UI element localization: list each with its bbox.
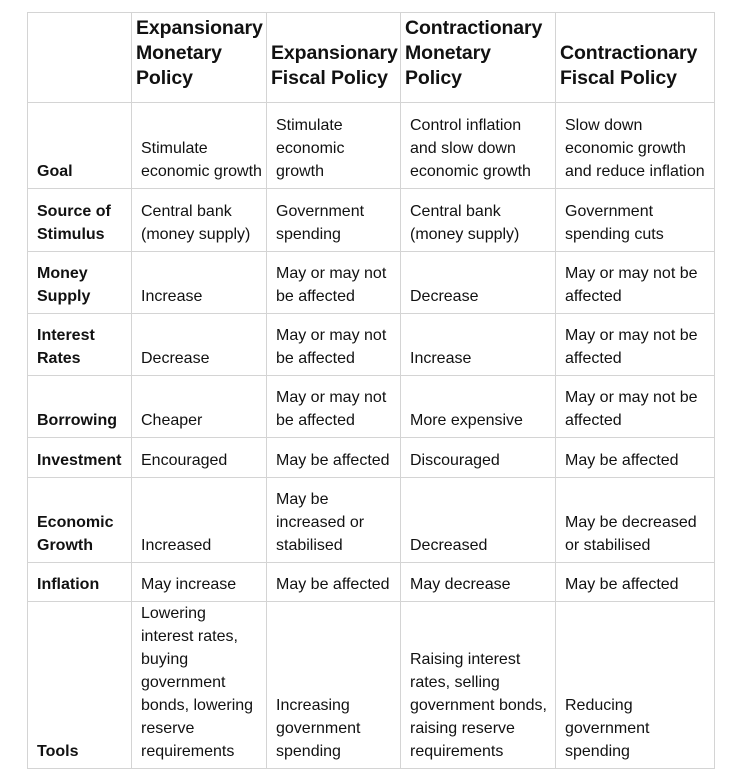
table-row-money-supply	[28, 252, 715, 314]
table-cell: Raising interest rates, selling government bonds, raising reserve requirements	[401, 602, 556, 769]
row-label-money-supply: Money Supply	[28, 252, 132, 314]
table-cell: Decrease	[401, 252, 556, 314]
table-row-tools	[28, 602, 715, 769]
table-cell: Stimulate economic growth	[267, 103, 401, 189]
table-row-investment	[28, 438, 715, 478]
column-header-contractionary-monetary: Contractionary Monetary Policy	[401, 13, 556, 103]
table-cell: Reducing government spending	[556, 602, 715, 769]
table-cell: May be increased or stabilised	[267, 478, 401, 563]
table-cell: May or may not be affected	[267, 314, 401, 376]
table-cell: Central bank (money supply)	[132, 189, 267, 252]
table-cell: Central bank (money supply)	[401, 189, 556, 252]
table-cell: Increased	[132, 478, 267, 563]
column-header-expansionary-fiscal: Expansionary Fiscal Policy	[267, 13, 401, 103]
table-cell: May or may not be affected	[556, 376, 715, 438]
corner-cell	[28, 13, 132, 103]
table-cell: May be affected	[556, 563, 715, 602]
table-cell: May be decreased or stabilised	[556, 478, 715, 563]
table-row-economic-growth	[28, 478, 715, 563]
table-cell: Increase	[132, 252, 267, 314]
table-cell: Increasing government spending	[267, 602, 401, 769]
table-row-inflation	[28, 563, 715, 602]
table-cell: Slow down economic growth and reduce inflation	[556, 103, 715, 189]
header-row	[28, 13, 715, 103]
table-cell: Lowering interest rates, buying government bonds, lowering reserve requirements	[132, 602, 267, 769]
table-cell: May or may not be affected	[267, 376, 401, 438]
table-cell: Control inflation and slow down economic growth	[401, 103, 556, 189]
table-row-goal	[28, 103, 715, 189]
table-row-borrowing	[28, 376, 715, 438]
policy-comparison-table	[27, 12, 715, 769]
table-cell: Stimulate economic growth	[132, 103, 267, 189]
table-cell: Government spending	[267, 189, 401, 252]
row-label-tools: Tools	[28, 602, 132, 769]
table-cell: May or may not be affected	[556, 314, 715, 376]
table-cell: Encouraged	[132, 438, 267, 478]
table-cell: May decrease	[401, 563, 556, 602]
table-cell: Decrease	[132, 314, 267, 376]
row-label-economic-growth: Economic Growth	[28, 478, 132, 563]
table-cell: May be affected	[267, 438, 401, 478]
column-header-expansionary-monetary: Expansionary Monetary Policy	[132, 13, 267, 103]
table-cell: May increase	[132, 563, 267, 602]
row-label-interest-rates: Interest Rates	[28, 314, 132, 376]
row-label-goal: Goal	[28, 103, 132, 189]
table-row-interest-rates	[28, 314, 715, 376]
table-cell: Government spending cuts	[556, 189, 715, 252]
table-cell: May or may not be affected	[267, 252, 401, 314]
row-label-source-of-stimulus: Source of Stimulus	[28, 189, 132, 252]
table-cell: May be affected	[267, 563, 401, 602]
table-cell: Decreased	[401, 478, 556, 563]
table-cell: Discouraged	[401, 438, 556, 478]
table-cell: More expensive	[401, 376, 556, 438]
table-cell: May be affected	[556, 438, 715, 478]
column-header-contractionary-fiscal: Contractionary Fiscal Policy	[556, 13, 715, 103]
row-label-investment: Investment	[28, 438, 132, 478]
table-cell: Cheaper	[132, 376, 267, 438]
table-cell: May or may not be affected	[556, 252, 715, 314]
table-cell: Increase	[401, 314, 556, 376]
table-row-source-of-stimulus	[28, 189, 715, 252]
row-label-borrowing: Borrowing	[28, 376, 132, 438]
row-label-inflation: Inflation	[28, 563, 132, 602]
